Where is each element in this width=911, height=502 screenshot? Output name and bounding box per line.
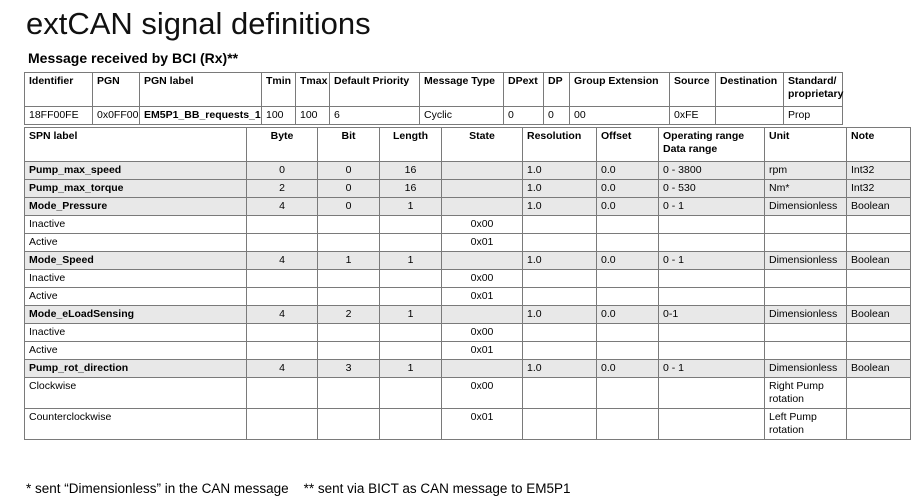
cell-bit	[318, 324, 380, 342]
operating-range-line2: Data range	[663, 143, 718, 155]
cell-note	[847, 216, 911, 234]
cell-byte	[247, 270, 318, 288]
cell-note: Boolean	[847, 360, 911, 378]
cell-group-extension: 00	[570, 107, 670, 125]
cell-spn-label: Pump_rot_direction	[25, 360, 247, 378]
table-row	[25, 288, 911, 306]
cell-unit: Nm*	[765, 180, 847, 198]
cell-byte	[247, 288, 318, 306]
cell-byte	[247, 342, 318, 360]
column-header-byte: Byte	[247, 128, 318, 162]
cell-byte: 0	[247, 162, 318, 180]
cell-operating-range	[659, 234, 765, 252]
footnote: * sent “Dimensionless” in the CAN message ** sent via BICT as CAN message to EM5P1	[26, 481, 571, 496]
operating-range-line1: Operating range	[663, 130, 745, 142]
cell-resolution	[523, 324, 597, 342]
column-header-bit: Bit	[318, 128, 380, 162]
table-row	[25, 324, 911, 342]
cell-spn-label: Clockwise	[25, 378, 247, 409]
column-header-unit: Unit	[765, 128, 847, 162]
cell-bit	[318, 378, 380, 409]
table-header-row	[25, 73, 843, 107]
cell-state: 0x01	[442, 288, 523, 306]
cell-operating-range	[659, 378, 765, 409]
cell-byte: 4	[247, 198, 318, 216]
column-header-pgn-label: PGN label	[140, 73, 262, 107]
cell-resolution: 1.0	[523, 180, 597, 198]
cell-length: 16	[380, 162, 442, 180]
column-header-message-type: Message Type	[420, 73, 504, 107]
cell-bit: 0	[318, 198, 380, 216]
table-row	[25, 270, 911, 288]
cell-length: 1	[380, 306, 442, 324]
cell-spn-label: Inactive	[25, 324, 247, 342]
cell-byte	[247, 378, 318, 409]
cell-offset	[597, 409, 659, 440]
cell-note: Boolean	[847, 306, 911, 324]
cell-resolution: 1.0	[523, 360, 597, 378]
cell-operating-range	[659, 342, 765, 360]
cell-offset: 0.0	[597, 360, 659, 378]
cell-state: 0x00	[442, 378, 523, 409]
cell-length	[380, 409, 442, 440]
cell-resolution	[523, 270, 597, 288]
message-definition-table	[24, 72, 843, 125]
slide-page	[0, 4, 890, 502]
cell-bit: 3	[318, 360, 380, 378]
cell-resolution	[523, 409, 597, 440]
column-header-default-priority: Default Priority	[330, 73, 420, 107]
cell-bit	[318, 342, 380, 360]
cell-resolution	[523, 234, 597, 252]
column-header-destination: Destination	[716, 73, 784, 107]
column-header-resolution: Resolution	[523, 128, 597, 162]
cell-spn-label: Mode_Speed	[25, 252, 247, 270]
cell-operating-range	[659, 270, 765, 288]
cell-unit: Dimensionless	[765, 252, 847, 270]
column-header-offset: Offset	[597, 128, 659, 162]
cell-byte: 4	[247, 252, 318, 270]
cell-message-type: Cyclic	[420, 107, 504, 125]
cell-note	[847, 409, 911, 440]
cell-offset	[597, 342, 659, 360]
table-row	[25, 252, 911, 270]
table-row	[25, 409, 911, 440]
cell-length	[380, 234, 442, 252]
cell-byte	[247, 216, 318, 234]
cell-byte: 2	[247, 180, 318, 198]
cell-note: Int32	[847, 180, 911, 198]
cell-length: 16	[380, 180, 442, 198]
table-row	[25, 107, 843, 125]
column-header-tmax: Tmax	[296, 73, 330, 107]
cell-spn-label: Pump_max_torque	[25, 180, 247, 198]
cell-note	[847, 342, 911, 360]
cell-bit	[318, 234, 380, 252]
cell-spn-label: Active	[25, 234, 247, 252]
cell-offset	[597, 216, 659, 234]
table-row	[25, 180, 911, 198]
cell-spn-label: Counterclockwise	[25, 409, 247, 440]
column-header-spn-label: SPN label	[25, 128, 247, 162]
cell-dp: 0	[544, 107, 570, 125]
cell-unit: Dimensionless	[765, 306, 847, 324]
table-row	[25, 360, 911, 378]
cell-bit	[318, 216, 380, 234]
column-header-state: State	[442, 128, 523, 162]
cell-length	[380, 342, 442, 360]
cell-note: Boolean	[847, 252, 911, 270]
cell-offset	[597, 270, 659, 288]
cell-operating-range	[659, 409, 765, 440]
table-row	[25, 216, 911, 234]
cell-length	[380, 378, 442, 409]
cell-note: Int32	[847, 162, 911, 180]
page-title: extCAN signal definitions	[26, 6, 371, 41]
cell-state	[442, 198, 523, 216]
cell-offset	[597, 324, 659, 342]
cell-unit	[765, 270, 847, 288]
cell-length	[380, 216, 442, 234]
cell-length	[380, 324, 442, 342]
column-header-identifier: Identifier	[25, 73, 93, 107]
cell-state: 0x01	[442, 342, 523, 360]
cell-bit	[318, 409, 380, 440]
cell-pgn-label: EM5P1_BB_requests_1	[140, 107, 262, 125]
cell-spn-label: Active	[25, 342, 247, 360]
cell-operating-range: 0 - 1	[659, 360, 765, 378]
column-header-dp: DP	[544, 73, 570, 107]
cell-state: 0x00	[442, 270, 523, 288]
cell-resolution: 1.0	[523, 306, 597, 324]
spn-definition-table	[24, 127, 911, 440]
column-header-dpext: DPext	[504, 73, 544, 107]
column-header-pgn: PGN	[93, 73, 140, 107]
table-row	[25, 198, 911, 216]
cell-operating-range: 0 - 530	[659, 180, 765, 198]
cell-standard-proprietary: Prop	[784, 107, 843, 125]
table-row	[25, 306, 911, 324]
cell-unit	[765, 234, 847, 252]
cell-unit	[765, 216, 847, 234]
cell-byte	[247, 324, 318, 342]
cell-length: 1	[380, 252, 442, 270]
cell-spn-label: Inactive	[25, 216, 247, 234]
cell-bit	[318, 270, 380, 288]
cell-destination	[716, 107, 784, 125]
cell-bit	[318, 288, 380, 306]
cell-byte	[247, 234, 318, 252]
column-header-source: Source	[670, 73, 716, 107]
cell-offset	[597, 234, 659, 252]
cell-length: 1	[380, 198, 442, 216]
cell-resolution: 1.0	[523, 162, 597, 180]
cell-source: 0xFE	[670, 107, 716, 125]
cell-offset: 0.0	[597, 252, 659, 270]
cell-unit	[765, 288, 847, 306]
cell-state: 0x00	[442, 324, 523, 342]
cell-tmax: 100	[296, 107, 330, 125]
table-row	[25, 162, 911, 180]
column-header-length: Length	[380, 128, 442, 162]
cell-note	[847, 288, 911, 306]
cell-bit: 0	[318, 180, 380, 198]
cell-spn-label: Inactive	[25, 270, 247, 288]
column-header-operating-range	[659, 128, 765, 162]
cell-state	[442, 306, 523, 324]
cell-state	[442, 252, 523, 270]
cell-offset	[597, 288, 659, 306]
cell-bit: 2	[318, 306, 380, 324]
cell-operating-range: 0 - 1	[659, 252, 765, 270]
cell-note	[847, 234, 911, 252]
cell-length	[380, 288, 442, 306]
cell-resolution	[523, 342, 597, 360]
cell-offset: 0.0	[597, 180, 659, 198]
cell-unit: Right Pump rotation	[765, 378, 847, 409]
table-row	[25, 234, 911, 252]
cell-state	[442, 180, 523, 198]
cell-resolution	[523, 216, 597, 234]
cell-offset: 0.0	[597, 306, 659, 324]
cell-operating-range	[659, 216, 765, 234]
cell-unit	[765, 342, 847, 360]
cell-length: 1	[380, 360, 442, 378]
cell-unit: Left Pump rotation	[765, 409, 847, 440]
cell-state	[442, 162, 523, 180]
cell-spn-label: Mode_eLoadSensing	[25, 306, 247, 324]
cell-bit: 0	[318, 162, 380, 180]
cell-resolution	[523, 288, 597, 306]
cell-length	[380, 270, 442, 288]
cell-tmin: 100	[262, 107, 296, 125]
table-row	[25, 342, 911, 360]
column-header-tmin: Tmin	[262, 73, 296, 107]
cell-bit: 1	[318, 252, 380, 270]
cell-spn-label: Pump_max_speed	[25, 162, 247, 180]
column-header-group-extension: Group Extension	[570, 73, 670, 107]
cell-byte: 4	[247, 360, 318, 378]
cell-note	[847, 378, 911, 409]
cell-offset: 0.0	[597, 198, 659, 216]
cell-operating-range: 0 - 1	[659, 198, 765, 216]
cell-unit: rpm	[765, 162, 847, 180]
cell-identifier: 18FF00FE	[25, 107, 93, 125]
cell-state: 0x01	[442, 409, 523, 440]
cell-offset: 0.0	[597, 162, 659, 180]
cell-unit: Dimensionless	[765, 360, 847, 378]
cell-default-priority: 6	[330, 107, 420, 125]
cell-spn-label: Mode_Pressure	[25, 198, 247, 216]
table-row	[25, 378, 911, 409]
cell-operating-range: 0-1	[659, 306, 765, 324]
cell-byte	[247, 409, 318, 440]
cell-note: Boolean	[847, 198, 911, 216]
cell-resolution	[523, 378, 597, 409]
cell-unit: Dimensionless	[765, 198, 847, 216]
cell-note	[847, 324, 911, 342]
cell-state: 0x01	[442, 234, 523, 252]
column-header-standard-proprietary: Standard/ proprietary	[784, 73, 843, 107]
cell-unit	[765, 324, 847, 342]
cell-state: 0x00	[442, 216, 523, 234]
cell-resolution: 1.0	[523, 198, 597, 216]
cell-resolution: 1.0	[523, 252, 597, 270]
cell-offset	[597, 378, 659, 409]
cell-operating-range	[659, 288, 765, 306]
cell-byte: 4	[247, 306, 318, 324]
cell-note	[847, 270, 911, 288]
section-subtitle: Message received by BCI (Rx)**	[28, 50, 239, 66]
cell-operating-range	[659, 324, 765, 342]
table-header-row	[25, 128, 911, 162]
cell-dpext: 0	[504, 107, 544, 125]
cell-operating-range: 0 - 3800	[659, 162, 765, 180]
cell-state	[442, 360, 523, 378]
cell-pgn: 0x0FF00	[93, 107, 140, 125]
column-header-note: Note	[847, 128, 911, 162]
cell-spn-label: Active	[25, 288, 247, 306]
